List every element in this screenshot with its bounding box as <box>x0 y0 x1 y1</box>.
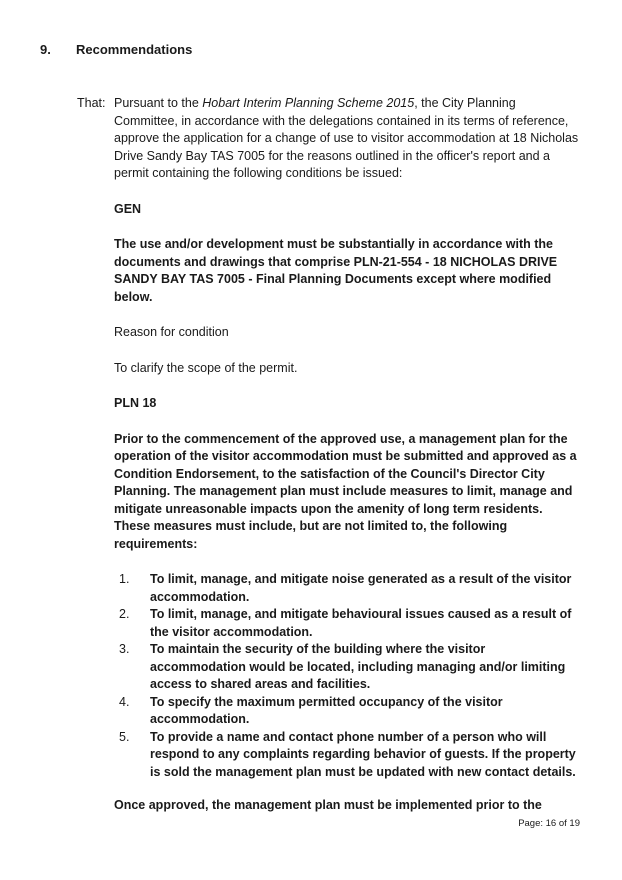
page-number: Page: 16 of 19 <box>518 818 580 829</box>
list-item <box>114 571 580 606</box>
list-item-number: 2. <box>119 607 130 621</box>
intro-text-start: Pursuant to the <box>114 96 203 110</box>
condition-code-gen: GEN <box>114 201 142 216</box>
list-item <box>114 729 580 782</box>
condition-code-pln18: PLN 18 <box>114 396 157 410</box>
reason-heading: Reason for condition <box>114 325 229 339</box>
requirements-list <box>114 571 580 781</box>
section-number: 9. <box>40 42 51 57</box>
list-item-number: 4. <box>119 694 130 709</box>
planning-scheme-name: Hobart Interim Planning Scheme 2015 <box>202 96 415 110</box>
list-item-number: 3. <box>119 642 130 656</box>
list-item <box>114 606 580 641</box>
list-item <box>114 641 580 694</box>
condition-text-pln18: Prior to the commencement of the approved use, a management plan for the operation of the visitor accommodation must be submitted and approved as a Condition Endorsement, to the satisfaction of the Council's Director City Planning. The management plan must include measures to limit, manage and mitigate unreasonable impacts upon the amenity of long term residents. These measures must include, but are not limited to, the following requirements: <box>114 431 577 551</box>
intro-paragraph <box>114 95 580 183</box>
closing-paragraph: Once approved, the management plan must be implemented prior to the <box>114 798 542 812</box>
list-item <box>114 694 580 729</box>
intro-text-end: , the City Planning Committee, in accordance with the delegations contained in its terms of reference, approve the application for a change of use to visitor accommodation at 18 Nicholas Drive Sandy Bay TAS 7005 for the reasons outlined in the officer's report and a permit containing the following conditions be issued: <box>114 96 579 180</box>
that-label: That: <box>77 96 106 110</box>
list-item-text: To provide a name and contact phone number of a person who will respond to any complaints regarding behavior of guests. If the property is sold the management plan must be updated with new contact details. <box>150 729 576 779</box>
reason-text: To clarify the scope of the permit. <box>114 360 298 375</box>
condition-text-gen: The use and/or development must be substantially in accordance with the documents and drawings that comprise PLN-21-554 - 18 NICHOLAS DRIVE SANDY BAY TAS 7005 - Final Planning Documents except where modified below. <box>114 237 558 304</box>
list-item-text: To maintain the security of the building where the visitor accommodation would be located, including managing and/or limiting access to shared areas and facilities. <box>150 642 566 691</box>
recommendation-body <box>114 95 580 815</box>
section-heading <box>40 41 192 59</box>
list-item-number: 5. <box>119 729 130 744</box>
list-item-text: To limit, manage, and mitigate noise generated as a result of the visitor accommodation. <box>150 572 572 604</box>
list-item-text: To limit, manage, and mitigate behavioural issues caused as a result of the visitor accommodation. <box>150 607 572 639</box>
list-item-text: To specify the maximum permitted occupancy of the visitor accommodation. <box>150 694 503 726</box>
list-item-number: 1. <box>119 572 130 586</box>
section-title: Recommendations <box>76 42 193 57</box>
